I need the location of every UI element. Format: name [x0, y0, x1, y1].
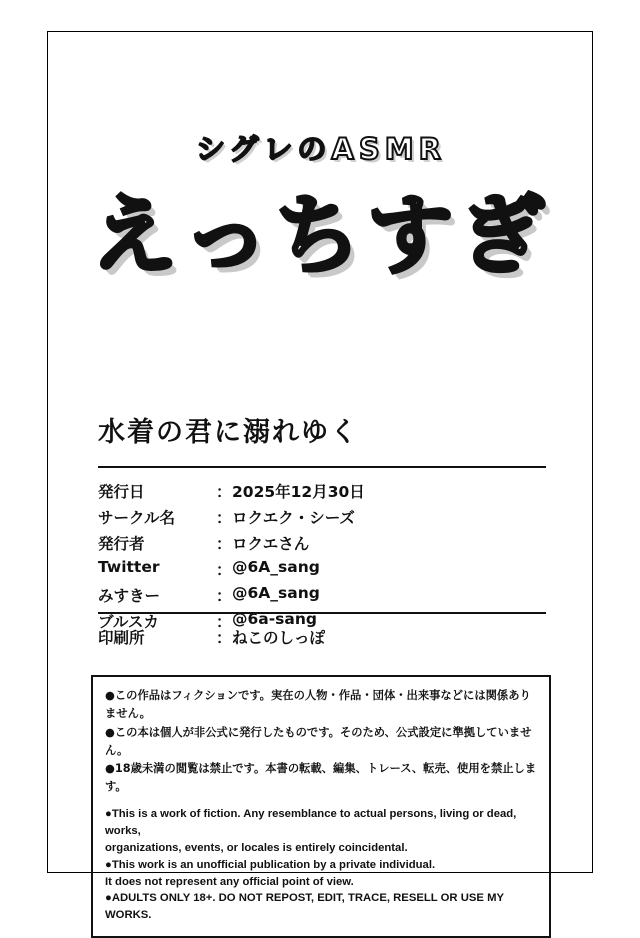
headline-main-title: えっちすぎ	[91, 186, 551, 286]
colophon-value-twitter: @6A_sang	[232, 558, 320, 576]
notice-line-en: organizations, events, or locales is entirely coincidental.	[105, 841, 408, 854]
colophon-separator: ：	[216, 509, 232, 527]
notice-line-ja: ●この作品はフィクションです。実在の人物・作品・団体・出来事などには関係ありません。	[105, 689, 531, 721]
colophon-row	[98, 556, 546, 582]
colophon-separator: ：	[216, 587, 232, 605]
headline-subtitle: シグレのASMR	[196, 132, 446, 166]
colophon-row	[98, 504, 546, 530]
notice-line-en: ●This work is an unofficial publication by a private individual.	[105, 858, 436, 871]
notice-line-ja: ●18歳未満の閲覧は禁止です。本書の転載、編集、トレース、転売、使用を禁止します。	[105, 762, 537, 794]
printer-row	[98, 624, 546, 650]
colophon-value-misskey: @6A_sang	[232, 584, 320, 602]
colophon-separator: ：	[216, 561, 232, 579]
notice-line-ja: ●この本は個人が非公式に発行したものです。そのため、公式設定に準拠していません。	[105, 725, 532, 757]
colophon-label: 発行日	[98, 483, 145, 501]
colophon-separator: ：	[216, 483, 232, 501]
colophon-label: ブルスカ	[98, 613, 159, 631]
page-border-frame	[47, 31, 593, 922]
printer-value: ねこのしっぽ	[232, 629, 326, 647]
notice-spacer	[105, 797, 537, 806]
printer-label: 印刷所	[98, 629, 145, 647]
colophon-value: ロクエさん	[232, 535, 310, 553]
colophon-row	[98, 530, 546, 556]
notice-line-en: ●ADULTS ONLY 18+. DO NOT REPOST, EDIT, TRACE, RESELL OR USE MY WORKS.	[105, 892, 504, 922]
colophon-label: Twitter	[98, 558, 160, 576]
colophon-separator: ：	[216, 535, 232, 553]
legal-notice-box	[91, 675, 551, 938]
colophon-value: ロクエク・シーズ	[232, 509, 355, 527]
printer-table	[98, 624, 546, 650]
notice-line-en: ●This is a work of fiction. Any resemblance to actual persons, living or dead, works,	[105, 807, 517, 837]
work-title: 水着の君に溺れゆく	[98, 417, 359, 448]
colophon-value: 2025年12月30日	[232, 483, 365, 501]
colophon-table	[98, 478, 546, 634]
legal-notice-english	[105, 806, 537, 925]
legal-notice-japanese	[105, 687, 537, 797]
colophon-separator: ：	[216, 613, 232, 631]
colophon-label: みすきー	[98, 587, 161, 605]
colophon-row	[98, 582, 546, 608]
divider-top	[98, 466, 546, 468]
colophon-value-bluesky: @6a-sang	[232, 610, 317, 628]
colophon-label: 発行者	[98, 535, 145, 553]
colophon-row	[98, 478, 546, 504]
printer-separator: ：	[216, 629, 232, 647]
colophon-label: サークル名	[98, 509, 176, 527]
divider-bottom	[98, 612, 546, 614]
notice-line-en: It does not represent any official point of view.	[105, 875, 354, 888]
